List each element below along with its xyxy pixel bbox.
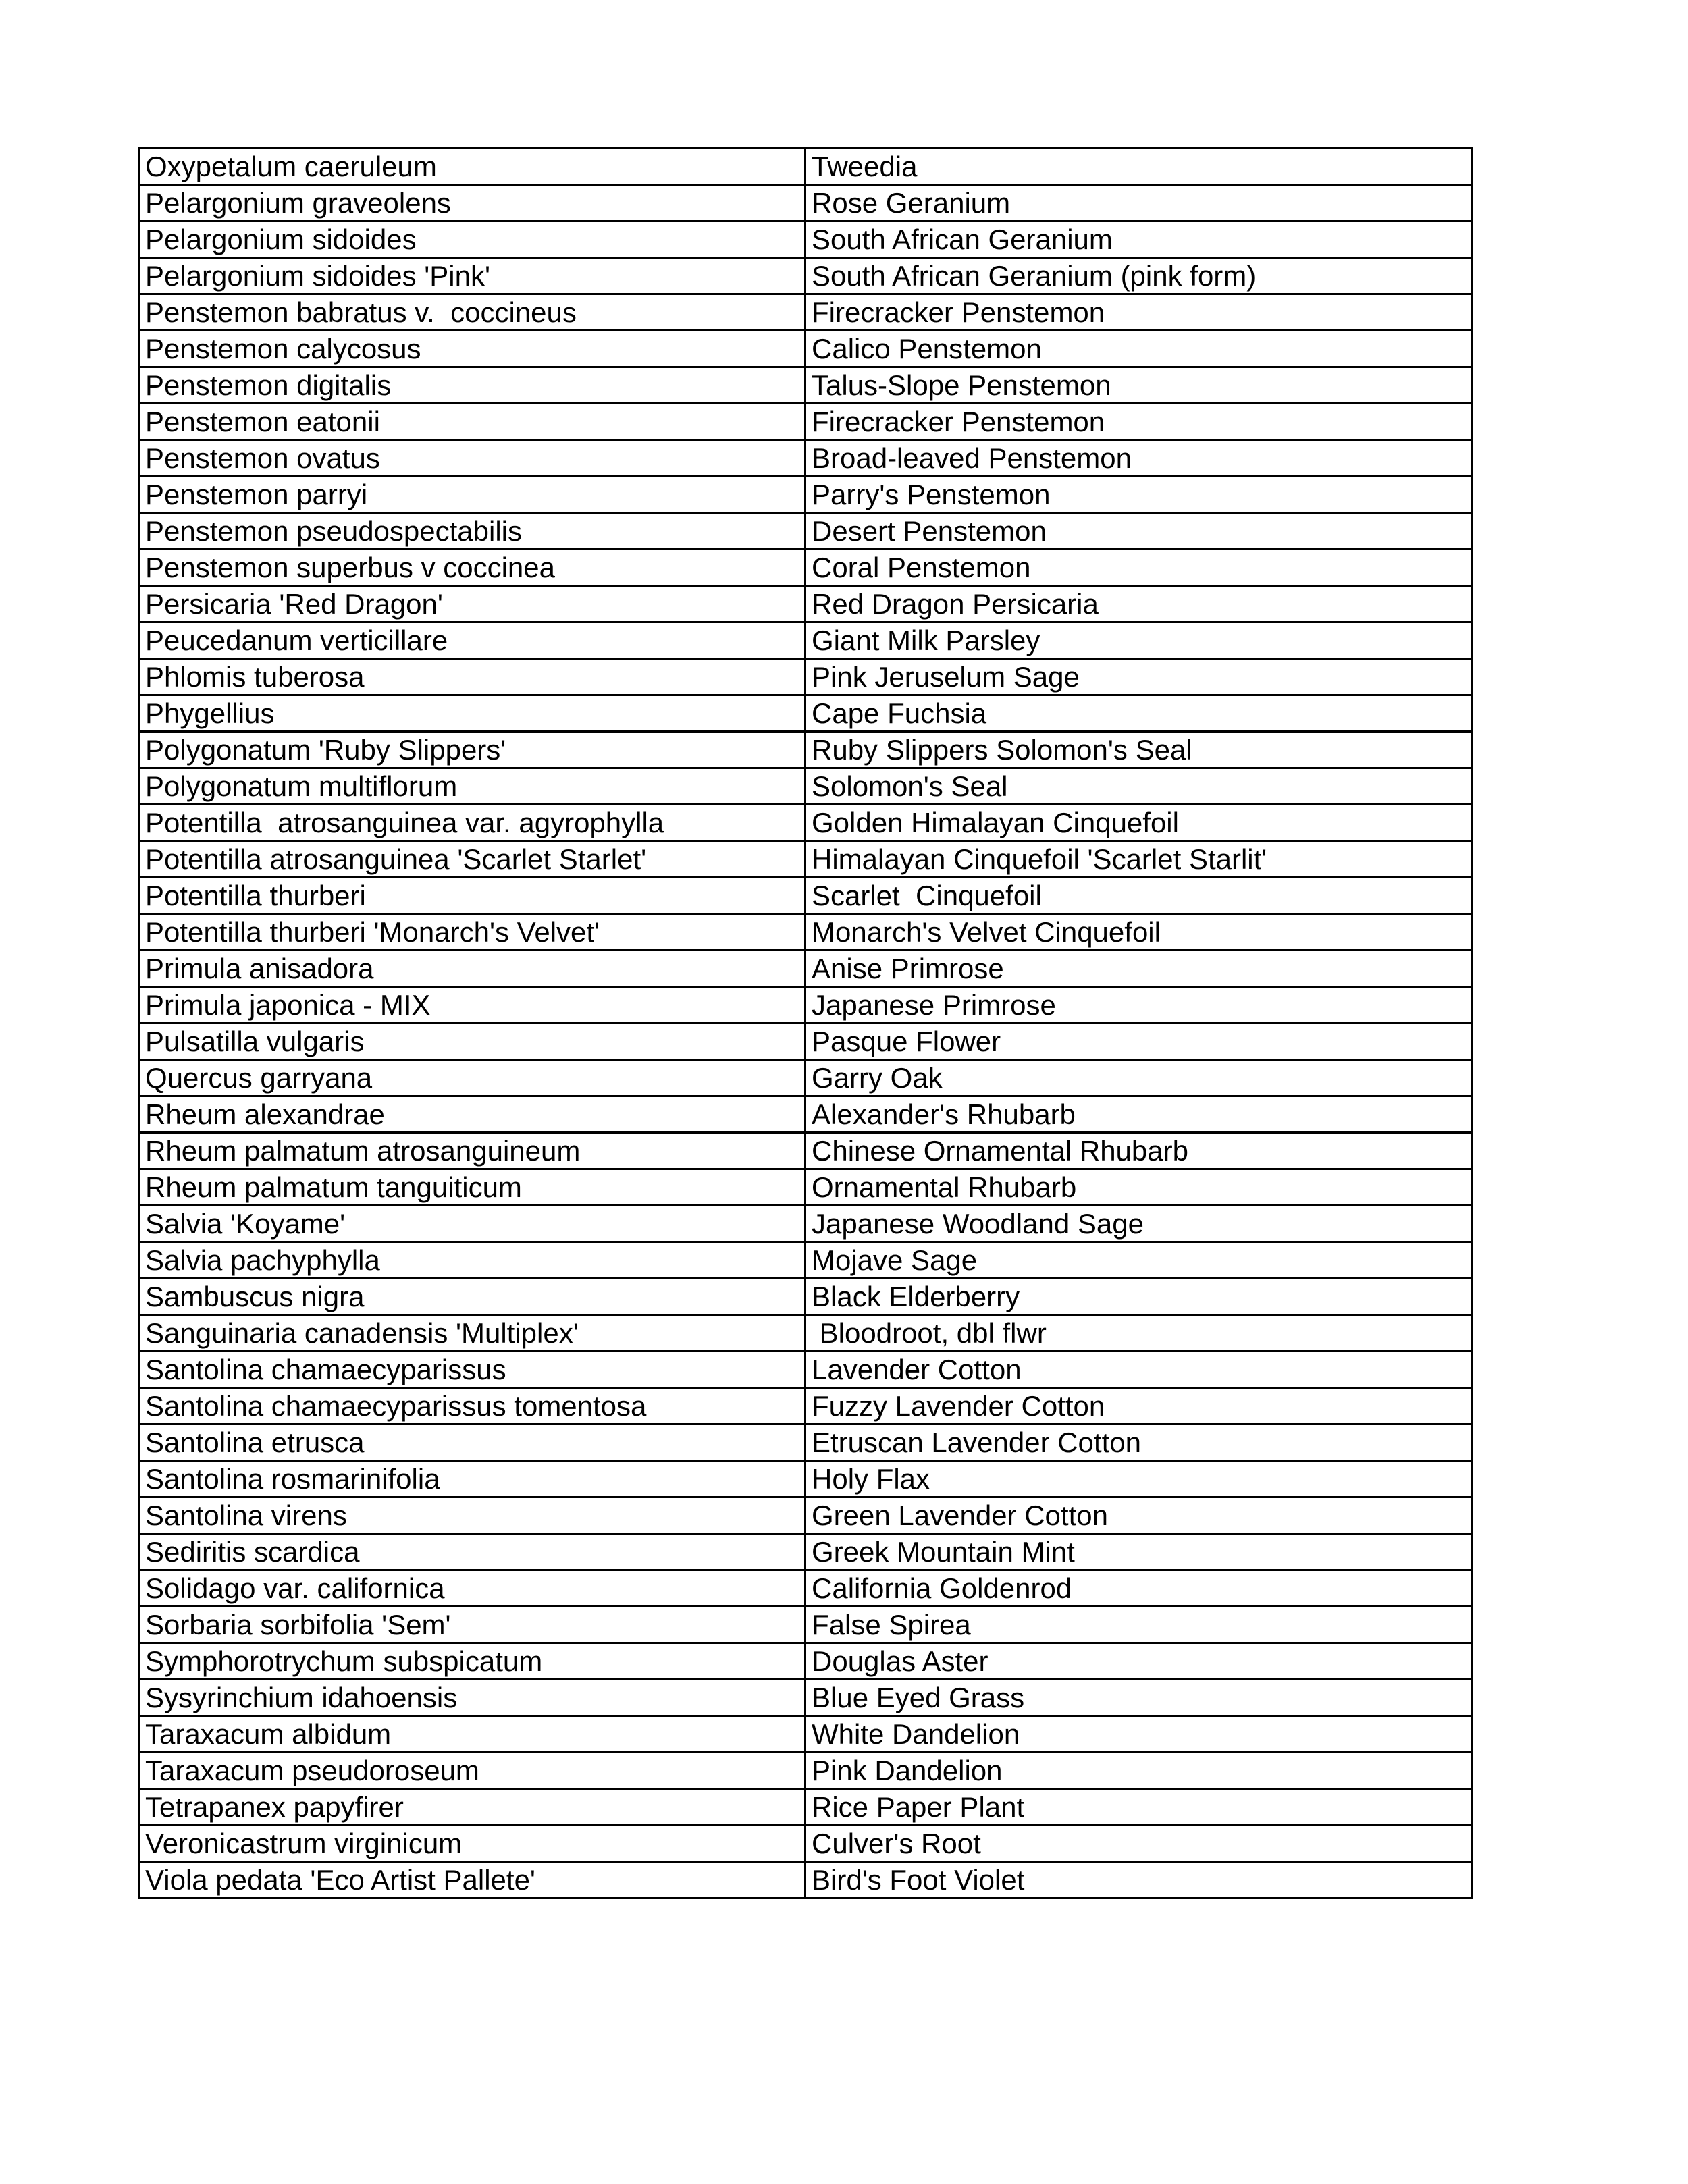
common-name-cell: Cape Fuchsia — [806, 695, 1472, 732]
scientific-name-cell: Taraxacum pseudoroseum — [139, 1753, 806, 1789]
common-name-cell: Alexander's Rhubarb — [806, 1096, 1472, 1133]
common-name-cell: Garry Oak — [806, 1060, 1472, 1096]
table-row — [139, 1680, 1472, 1716]
table-row — [139, 331, 1472, 367]
common-name-cell: Red Dragon Persicaria — [806, 586, 1472, 622]
common-name-cell: Bird's Foot Violet — [806, 1862, 1472, 1898]
plant-table-body — [139, 149, 1472, 1898]
common-name-cell: Desert Penstemon — [806, 513, 1472, 550]
common-name-cell: California Goldenrod — [806, 1570, 1472, 1607]
scientific-name-cell: Potentilla thurberi — [139, 878, 806, 914]
table-row — [139, 622, 1472, 659]
common-name-cell: Green Lavender Cotton — [806, 1497, 1472, 1534]
scientific-name-cell: Solidago var. californica — [139, 1570, 806, 1607]
common-name-cell: Black Elderberry — [806, 1279, 1472, 1315]
table-row — [139, 1789, 1472, 1826]
scientific-name-cell: Viola pedata 'Eco Artist Pallete' — [139, 1862, 806, 1898]
scientific-name-cell: Santolina virens — [139, 1497, 806, 1534]
table-row — [139, 1534, 1472, 1570]
common-name-cell: Giant Milk Parsley — [806, 622, 1472, 659]
table-row — [139, 1388, 1472, 1424]
table-row — [139, 1826, 1472, 1862]
common-name-cell: Anise Primrose — [806, 951, 1472, 987]
table-row — [139, 258, 1472, 294]
scientific-name-cell: Penstemon ovatus — [139, 440, 806, 477]
common-name-cell: White Dandelion — [806, 1716, 1472, 1753]
table-row — [139, 1133, 1472, 1169]
table-row — [139, 1862, 1472, 1898]
scientific-name-cell: Penstemon babratus v. coccineus — [139, 294, 806, 331]
common-name-cell: Fuzzy Lavender Cotton — [806, 1388, 1472, 1424]
common-name-cell: Etruscan Lavender Cotton — [806, 1424, 1472, 1461]
common-name-cell: Japanese Woodland Sage — [806, 1206, 1472, 1242]
scientific-name-cell: Santolina rosmarinifolia — [139, 1461, 806, 1497]
scientific-name-cell: Penstemon parryi — [139, 477, 806, 513]
table-row — [139, 987, 1472, 1023]
common-name-cell: Calico Penstemon — [806, 331, 1472, 367]
common-name-cell: Japanese Primrose — [806, 987, 1472, 1023]
common-name-cell: Chinese Ornamental Rhubarb — [806, 1133, 1472, 1169]
table-row — [139, 914, 1472, 951]
scientific-name-cell: Pelargonium sidoides 'Pink' — [139, 258, 806, 294]
common-name-cell: Golden Himalayan Cinquefoil — [806, 805, 1472, 841]
scientific-name-cell: Sysyrinchium idahoensis — [139, 1680, 806, 1716]
common-name-cell: Talus-Slope Penstemon — [806, 367, 1472, 404]
table-row — [139, 1424, 1472, 1461]
scientific-name-cell: Persicaria 'Red Dragon' — [139, 586, 806, 622]
table-row — [139, 513, 1472, 550]
common-name-cell: Rose Geranium — [806, 185, 1472, 221]
scientific-name-cell: Rheum palmatum atrosanguineum — [139, 1133, 806, 1169]
plant-name-table — [138, 147, 1473, 1899]
scientific-name-cell: Sorbaria sorbifolia 'Sem' — [139, 1607, 806, 1643]
scientific-name-cell: Penstemon eatonii — [139, 404, 806, 440]
table-row — [139, 1352, 1472, 1388]
table-row — [139, 951, 1472, 987]
scientific-name-cell: Santolina chamaecyparissus — [139, 1352, 806, 1388]
common-name-cell: Mojave Sage — [806, 1242, 1472, 1279]
common-name-cell: Blue Eyed Grass — [806, 1680, 1472, 1716]
common-name-cell: Ruby Slippers Solomon's Seal — [806, 732, 1472, 768]
scientific-name-cell: Potentilla thurberi 'Monarch's Velvet' — [139, 914, 806, 951]
table-row — [139, 1279, 1472, 1315]
table-row — [139, 149, 1472, 185]
common-name-cell: Firecracker Penstemon — [806, 294, 1472, 331]
table-row — [139, 586, 1472, 622]
table-row — [139, 805, 1472, 841]
common-name-cell: Douglas Aster — [806, 1643, 1472, 1680]
scientific-name-cell: Salvia 'Koyame' — [139, 1206, 806, 1242]
scientific-name-cell: Penstemon digitalis — [139, 367, 806, 404]
table-row — [139, 1206, 1472, 1242]
scientific-name-cell: Potentilla atrosanguinea 'Scarlet Starlet' — [139, 841, 806, 878]
common-name-cell: Ornamental Rhubarb — [806, 1169, 1472, 1206]
scientific-name-cell: Polygonatum multiflorum — [139, 768, 806, 805]
table-row — [139, 1461, 1472, 1497]
common-name-cell: South African Geranium (pink form) — [806, 258, 1472, 294]
scientific-name-cell: Potentilla atrosanguinea var. agyrophylla — [139, 805, 806, 841]
table-row — [139, 1716, 1472, 1753]
scientific-name-cell: Sediritis scardica — [139, 1534, 806, 1570]
scientific-name-cell: Santolina chamaecyparissus tomentosa — [139, 1388, 806, 1424]
common-name-cell: Coral Penstemon — [806, 550, 1472, 586]
common-name-cell: Solomon's Seal — [806, 768, 1472, 805]
table-row — [139, 404, 1472, 440]
scientific-name-cell: Santolina etrusca — [139, 1424, 806, 1461]
common-name-cell: Tweedia — [806, 149, 1472, 185]
scientific-name-cell: Veronicastrum virginicum — [139, 1826, 806, 1862]
scientific-name-cell: Phlomis tuberosa — [139, 659, 806, 695]
common-name-cell: Bloodroot, dbl flwr — [806, 1315, 1472, 1352]
common-name-cell: Broad-leaved Penstemon — [806, 440, 1472, 477]
table-row — [139, 221, 1472, 258]
common-name-cell: Pink Jeruselum Sage — [806, 659, 1472, 695]
common-name-cell: Pink Dandelion — [806, 1753, 1472, 1789]
table-row — [139, 1643, 1472, 1680]
scientific-name-cell: Oxypetalum caeruleum — [139, 149, 806, 185]
table-row — [139, 1023, 1472, 1060]
scientific-name-cell: Rheum alexandrae — [139, 1096, 806, 1133]
scientific-name-cell: Taraxacum albidum — [139, 1716, 806, 1753]
scientific-name-cell: Polygonatum 'Ruby Slippers' — [139, 732, 806, 768]
scientific-name-cell: Pelargonium sidoides — [139, 221, 806, 258]
scientific-name-cell: Salvia pachyphylla — [139, 1242, 806, 1279]
common-name-cell: Scarlet Cinquefoil — [806, 878, 1472, 914]
common-name-cell: Firecracker Penstemon — [806, 404, 1472, 440]
scientific-name-cell: Primula anisadora — [139, 951, 806, 987]
common-name-cell: Greek Mountain Mint — [806, 1534, 1472, 1570]
table-row — [139, 878, 1472, 914]
scientific-name-cell: Pelargonium graveolens — [139, 185, 806, 221]
scientific-name-cell: Phygellius — [139, 695, 806, 732]
table-row — [139, 1096, 1472, 1133]
table-row — [139, 1169, 1472, 1206]
scientific-name-cell: Primula japonica - MIX — [139, 987, 806, 1023]
table-row — [139, 440, 1472, 477]
scientific-name-cell: Quercus garryana — [139, 1060, 806, 1096]
table-row — [139, 659, 1472, 695]
common-name-cell: South African Geranium — [806, 221, 1472, 258]
scientific-name-cell: Penstemon pseudospectabilis — [139, 513, 806, 550]
scientific-name-cell: Sanguinaria canadensis 'Multiplex' — [139, 1315, 806, 1352]
scientific-name-cell: Symphorotrychum subspicatum — [139, 1643, 806, 1680]
table-row — [139, 1060, 1472, 1096]
table-row — [139, 1753, 1472, 1789]
table-row — [139, 294, 1472, 331]
scientific-name-cell: Pulsatilla vulgaris — [139, 1023, 806, 1060]
common-name-cell: False Spirea — [806, 1607, 1472, 1643]
common-name-cell: Holy Flax — [806, 1461, 1472, 1497]
table-row — [139, 1315, 1472, 1352]
table-row — [139, 1570, 1472, 1607]
common-name-cell: Culver's Root — [806, 1826, 1472, 1862]
scientific-name-cell: Sambuscus nigra — [139, 1279, 806, 1315]
table-row — [139, 1242, 1472, 1279]
common-name-cell: Parry's Penstemon — [806, 477, 1472, 513]
table-row — [139, 841, 1472, 878]
table-row — [139, 185, 1472, 221]
common-name-cell: Rice Paper Plant — [806, 1789, 1472, 1826]
table-row — [139, 695, 1472, 732]
common-name-cell: Himalayan Cinquefoil 'Scarlet Starlit' — [806, 841, 1472, 878]
common-name-cell: Monarch's Velvet Cinquefoil — [806, 914, 1472, 951]
table-row — [139, 477, 1472, 513]
common-name-cell: Lavender Cotton — [806, 1352, 1472, 1388]
table-row — [139, 1497, 1472, 1534]
scientific-name-cell: Penstemon superbus v coccinea — [139, 550, 806, 586]
common-name-cell: Pasque Flower — [806, 1023, 1472, 1060]
scientific-name-cell: Peucedanum verticillare — [139, 622, 806, 659]
table-row — [139, 1607, 1472, 1643]
table-row — [139, 550, 1472, 586]
table-row — [139, 768, 1472, 805]
table-row — [139, 367, 1472, 404]
scientific-name-cell: Penstemon calycosus — [139, 331, 806, 367]
scientific-name-cell: Tetrapanex papyfirer — [139, 1789, 806, 1826]
scientific-name-cell: Rheum palmatum tanguiticum — [139, 1169, 806, 1206]
table-row — [139, 732, 1472, 768]
